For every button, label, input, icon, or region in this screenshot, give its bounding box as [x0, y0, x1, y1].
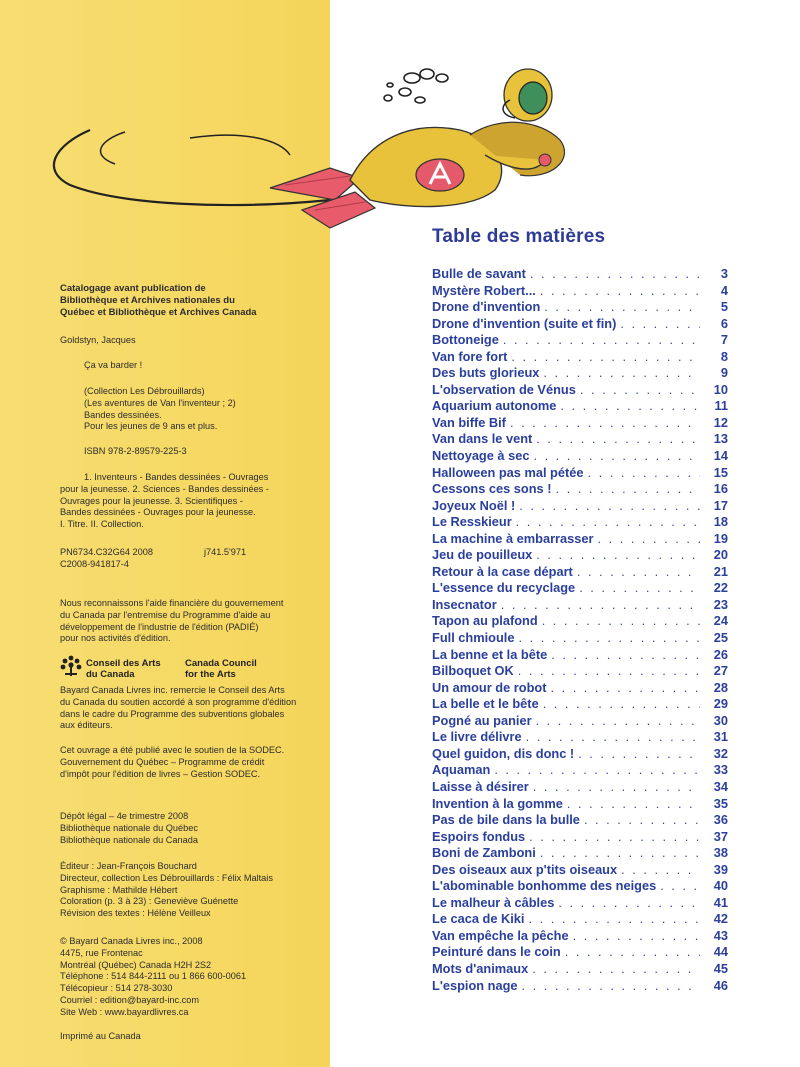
toc-entry: [432, 862, 728, 879]
toc-entry-page: 21: [713, 563, 728, 579]
toc-entry-page: 37: [713, 828, 728, 844]
toc-entry: [432, 961, 728, 978]
toc-entry-title: Bilboquet OK: [432, 663, 514, 679]
toc-entry-page: 36: [713, 812, 728, 828]
toc-entry-page: 3: [720, 266, 728, 281]
toc-entry: [432, 762, 728, 779]
toc-entry-page: 40: [713, 878, 728, 894]
sodec-line: Gouvernement du Québec – Programme de crédit: [60, 756, 265, 767]
toc-dot-leader: [543, 365, 700, 380]
toc-entry: [432, 812, 728, 829]
toc-entry: [432, 283, 728, 300]
toc-entry: [432, 829, 728, 846]
toc-entry-title: Van fore fort: [432, 348, 508, 364]
toc-dot-leader: [526, 729, 700, 744]
toc-entry: [432, 382, 728, 399]
toc-entry-title: L'espion nage: [432, 977, 518, 993]
toc-entry: [432, 266, 728, 283]
toc-entry-title: Van empêche la pêche: [432, 927, 569, 943]
toc-entry-title: La machine à embarrasser: [432, 530, 594, 546]
toc-dot-leader: [551, 647, 700, 662]
toc-entry: [432, 663, 728, 680]
toc-entry-title: Le livre délivre: [432, 729, 522, 745]
toc-entry-page: 9: [720, 365, 728, 381]
credit-line: Graphisme : Mathilde Hébert: [60, 884, 178, 895]
toc-entry-title: La belle et le bête: [432, 696, 539, 712]
toc-entry-page: 44: [713, 944, 728, 960]
toc-entry: [432, 845, 728, 862]
toc-entry-title: Boni de Zamboni: [432, 845, 536, 861]
toc-entry: [432, 696, 728, 713]
toc-entry: [432, 431, 728, 448]
toc-dot-leader: [540, 845, 700, 860]
cataloging-header-line: Catalogage avant publication de: [60, 283, 206, 294]
toc-entry-page: 33: [713, 762, 728, 778]
toc-entry-title: Insecnator: [432, 596, 497, 612]
toc-entry-title: Un amour de robot: [432, 679, 547, 695]
toc-dot-leader: [620, 316, 700, 331]
publisher-line: Montréal (Québec) Canada H2H 2S2: [60, 959, 212, 970]
toc-entry-title: Bulle de savant: [432, 266, 526, 281]
toc-dot-leader: [621, 862, 700, 877]
credit-line: Directeur, collection Les Débrouillards : Félix Maltais: [60, 872, 273, 883]
toc-entry-title: Laisse à désirer: [432, 778, 529, 794]
council-fr-line: du Canada: [86, 669, 135, 680]
toc-dot-leader: [533, 779, 700, 794]
publisher-address: [60, 936, 246, 1019]
toc-entry-title: Mots d'animaux: [432, 960, 529, 976]
toc-entry-title: Invention à la gomme: [432, 795, 563, 811]
toc-dot-leader: [550, 680, 700, 695]
toc-entry-title: Drone d'invention (suite et fin): [432, 315, 617, 331]
swimmer-illustration: [30, 60, 630, 245]
toc-dot-leader: [560, 398, 700, 413]
toc-entry: [432, 647, 728, 664]
toc-entry-title: Halloween pas mal pétée: [432, 464, 584, 480]
toc-dot-leader: [532, 961, 700, 976]
toc-entry: [432, 713, 728, 730]
toc-entry-title: La benne et la bête: [432, 646, 548, 662]
toc-entry-page: 46: [713, 977, 728, 993]
toc-entry-title: Espoirs fondus: [432, 828, 526, 844]
toc-entry: [432, 580, 728, 597]
toc-entry: [432, 415, 728, 432]
book-title: Ça va barder !: [84, 360, 143, 370]
toc-entry-page: 22: [713, 580, 728, 596]
table-of-contents: [432, 266, 728, 994]
toc-dot-leader: [510, 415, 700, 430]
series-line: Bandes dessinées.: [84, 409, 162, 420]
toc-dot-leader: [565, 944, 700, 959]
toc-entry: [432, 895, 728, 912]
toc-entry: [432, 448, 728, 465]
toc-entry: [432, 299, 728, 316]
thanks-line: dans le cadre du Programme des subventions globales: [60, 708, 285, 719]
toc-entry-page: 24: [713, 613, 728, 629]
toc-entry: [432, 564, 728, 581]
toc-entry-title: Mystère Robert...: [432, 282, 536, 298]
toc-dot-leader: [567, 796, 700, 811]
toc-entry-page: 41: [713, 894, 728, 910]
thanks-line: Bayard Canada Livres inc. remercie le Conseil des Arts: [60, 685, 285, 695]
toc-dot-leader: [580, 382, 700, 397]
toc-entry-page: 42: [713, 911, 728, 927]
funding-line: pour nos activités d'édition.: [60, 633, 171, 644]
toc-entry: [432, 613, 728, 630]
toc-dot-leader: [542, 613, 700, 628]
toc-entry-page: 19: [713, 530, 728, 546]
toc-entry-title: Retour à la case départ: [432, 563, 573, 579]
toc-entry: [432, 630, 728, 647]
toc-dot-leader: [494, 762, 700, 777]
toc-dot-leader: [530, 266, 700, 281]
toc-entry-page: 4: [720, 282, 728, 298]
toc-dot-leader: [501, 597, 700, 612]
toc-entry: [432, 779, 728, 796]
thanks-line: du Canada du soutien accordé à son programme d'édition: [60, 696, 297, 707]
toc-entry-title: Quel guidon, dis donc !: [432, 745, 575, 761]
credit-line: Coloration (p. 3 à 23) : Geneviève Guénette: [60, 896, 239, 907]
cataloging-header: [60, 283, 257, 318]
toc-entry: [432, 878, 728, 895]
toc-entry: [432, 796, 728, 813]
toc-entry-title: Full chmioule: [432, 630, 515, 646]
toc-entry: [432, 680, 728, 697]
toc-entry: [432, 465, 728, 482]
toc-entry-title: Aquarium autonome: [432, 398, 557, 414]
toc-dot-leader: [544, 299, 700, 314]
toc-entry-title: Jeu de pouilleux: [432, 547, 533, 563]
cataloging-header-line: Québec et Bibliothèque et Archives Canada: [60, 306, 257, 318]
toc-dot-leader: [536, 431, 700, 446]
toc-entry-page: 38: [713, 845, 728, 861]
toc-entry: [432, 547, 728, 564]
series-line: Pour les jeunes de 9 ans et plus.: [84, 421, 218, 432]
toc-dot-leader: [522, 978, 700, 993]
toc-entry-page: 25: [713, 630, 728, 646]
toc-entry-title: Des oiseaux aux p'tits oiseaux: [432, 861, 618, 877]
sodec-line: Cet ouvrage a été publié avec le soutien de la SODEC.: [60, 745, 285, 755]
toc-entry-page: 7: [720, 332, 728, 348]
toc-entry-title: Tapon au plafond: [432, 613, 538, 629]
toc-entry-title: Le malheur à câbles: [432, 894, 555, 910]
toc-dot-leader: [516, 514, 700, 529]
toc-entry: [432, 349, 728, 366]
isbn: ISBN 978-2-89579-225-3: [84, 446, 187, 456]
toc-entry-page: 6: [720, 315, 728, 331]
funding-note: [60, 598, 283, 645]
toc-entry: [432, 746, 728, 763]
toc-entry-title: Pogné au panier: [432, 712, 532, 728]
classification: PN6734.C32G64 2008: [60, 547, 153, 557]
toc-dot-leader: [558, 895, 700, 910]
toc-entry-page: 17: [713, 497, 728, 513]
toc-entry-page: 16: [713, 481, 728, 497]
toc-dot-leader: [511, 349, 700, 364]
printed-in: Imprimé au Canada: [60, 1031, 141, 1041]
toc-title: Table des matières: [432, 226, 606, 247]
toc-dot-leader: [573, 928, 700, 943]
legal-line: Bibliothèque nationale du Canada: [60, 834, 198, 845]
toc-entry-page: 14: [713, 448, 728, 464]
toc-entry: [432, 597, 728, 614]
toc-entry: [432, 531, 728, 548]
toc-dot-leader: [518, 663, 700, 678]
series-info: [60, 386, 236, 433]
subjects: [60, 472, 269, 531]
toc-entry-page: 23: [713, 596, 728, 612]
council-emblem-icon: [60, 655, 82, 677]
toc-entry-title: L'essence du recyclage: [432, 580, 576, 596]
toc-entry: [432, 928, 728, 945]
toc-dot-leader: [660, 878, 700, 893]
funding-line: développement de l'industrie de l'édition (PADIÉ): [60, 621, 259, 632]
toc-entry-page: 31: [713, 729, 728, 745]
subject-line: I. Titre. II. Collection.: [60, 519, 144, 530]
toc-dot-leader: [577, 564, 700, 579]
sodec-note: [60, 745, 284, 780]
toc-dot-leader: [597, 531, 700, 546]
toc-entry-title: Le Resskieur: [432, 514, 512, 530]
sodec-line: d'impôt pour l'édition de livres – Gestion SODEC.: [60, 768, 261, 779]
toc-entry-page: 5: [720, 299, 728, 315]
funding-line: Nous reconnaissons l'aide financière du gouvernement: [60, 598, 284, 608]
toc-entry-page: 10: [713, 381, 728, 397]
toc-dot-leader: [536, 713, 700, 728]
toc-entry: [432, 332, 728, 349]
toc-entry: [432, 365, 728, 382]
publisher-line: Courriel : edition@bayard-inc.com: [60, 994, 200, 1005]
series-line: (Les aventures de Van l'inventeur ; 2): [84, 397, 236, 408]
toc-entry-page: 30: [713, 712, 728, 728]
toc-entry-title: Bottoneige: [432, 332, 499, 348]
credit-line: Éditeur : Jean-François Bouchard: [60, 861, 197, 871]
toc-entry-title: Drone d'invention: [432, 299, 541, 315]
legal-deposit: [60, 811, 198, 846]
toc-entry-page: 35: [713, 795, 728, 811]
toc-entry-page: 20: [713, 547, 728, 563]
toc-entry-page: 39: [713, 861, 728, 877]
credits: [60, 861, 273, 920]
toc-entry-title: Van biffe Bif: [432, 414, 506, 430]
toc-entry-page: 28: [713, 679, 728, 695]
toc-entry-title: Van dans le vent: [432, 431, 533, 447]
toc-entry-title: Nettoyage à sec: [432, 448, 530, 464]
toc-entry-title: L'abominable bonhomme des neiges: [432, 878, 657, 894]
control-number: C2008-941817-4: [60, 559, 129, 569]
publisher-line: © Bayard Canada Livres inc., 2008: [60, 936, 203, 946]
toc-dot-leader: [584, 812, 700, 827]
toc-entry-page: 13: [713, 431, 728, 447]
toc-dot-leader: [528, 911, 700, 926]
toc-dot-leader: [529, 829, 700, 844]
publisher-line: Site Web : www.bayardlivres.ca: [60, 1006, 189, 1017]
thanks-line: aux éditeurs.: [60, 720, 113, 731]
toc-dot-leader: [540, 283, 700, 298]
credit-line: Révision des textes : Hélène Veilleux: [60, 908, 211, 919]
toc-entry-page: 45: [713, 960, 728, 976]
subject-line: Ouvrages pour la jeunesse. 3. Scientifiques -: [60, 495, 243, 506]
thanks-note: [60, 685, 296, 732]
toc-entry-page: 12: [713, 414, 728, 430]
toc-entry-title: Le caca de Kiki: [432, 911, 525, 927]
toc-entry-page: 15: [713, 464, 728, 480]
toc-entry-title: Des buts glorieux: [432, 365, 540, 381]
toc-entry-title: Joyeux Noël !: [432, 497, 516, 513]
council-fr-line: Conseil des Arts: [86, 658, 161, 669]
toc-entry-page: 26: [713, 646, 728, 662]
toc-entry-title: Aquaman: [432, 762, 491, 778]
toc-dot-leader: [503, 332, 700, 347]
legal-line: Dépôt légal – 4e trimestre 2008: [60, 811, 189, 821]
toc-dot-leader: [588, 465, 701, 480]
toc-dot-leader: [519, 498, 700, 513]
subject-line: pour la jeunesse. 2. Sciences - Bandes dessinées -: [60, 483, 269, 494]
toc-entry-title: Cessons ces sons !: [432, 481, 552, 497]
publisher-line: Télécopieur : 514 278-3030: [60, 983, 173, 994]
toc-entry-title: Pas de bile dans la bulle: [432, 812, 580, 828]
toc-dot-leader: [556, 481, 701, 496]
toc-entry-page: 18: [713, 514, 728, 530]
cataloging-header-line: Bibliothèque et Archives nationales du: [60, 294, 235, 306]
toc-entry: [432, 514, 728, 531]
toc-entry: [432, 944, 728, 961]
toc-entry-page: 27: [713, 663, 728, 679]
council-en-line: Canada Council: [185, 658, 257, 669]
toc-dot-leader: [536, 547, 700, 562]
toc-entry-page: 34: [713, 778, 728, 794]
toc-entry: [432, 498, 728, 515]
toc-entry-page: 32: [713, 745, 728, 761]
subject-line: 1. Inventeurs - Bandes dessinées - Ouvrages: [84, 472, 269, 482]
toc-entry: [432, 398, 728, 415]
toc-entry-page: 8: [720, 348, 728, 364]
dewey-number: j741.5'971: [204, 547, 247, 557]
toc-dot-leader: [579, 580, 700, 595]
toc-entry: [432, 316, 728, 333]
toc-dot-leader: [543, 696, 700, 711]
publisher-line: Téléphone : 514 844-2111 ou 1 866 600-0061: [60, 971, 247, 982]
toc-entry-title: L'observation de Vénus: [432, 381, 576, 397]
toc-entry-page: 11: [714, 398, 728, 414]
council-en-line: for the Arts: [185, 669, 236, 680]
funding-line: du Canada par l'entremise du Programme d'aide au: [60, 609, 271, 620]
toc-entry: [432, 978, 728, 995]
series-line: (Collection Les Débrouillards): [84, 386, 205, 396]
publisher-line: 4475, rue Frontenac: [60, 947, 143, 958]
toc-dot-leader: [578, 746, 700, 761]
toc-entry: [432, 729, 728, 746]
legal-line: Bibliothèque nationale du Québec: [60, 822, 198, 833]
toc-entry-title: Peinturé dans le coin: [432, 944, 561, 960]
author: Goldstyn, Jacques: [60, 335, 136, 345]
toc-entry: [432, 911, 728, 928]
toc-dot-leader: [533, 448, 700, 463]
toc-entry: [432, 481, 728, 498]
toc-entry-page: 29: [713, 696, 728, 712]
toc-dot-leader: [518, 630, 700, 645]
toc-entry-page: 43: [713, 927, 728, 943]
subject-line: Bandes dessinées - Ouvrages pour la jeunesse.: [60, 507, 256, 518]
